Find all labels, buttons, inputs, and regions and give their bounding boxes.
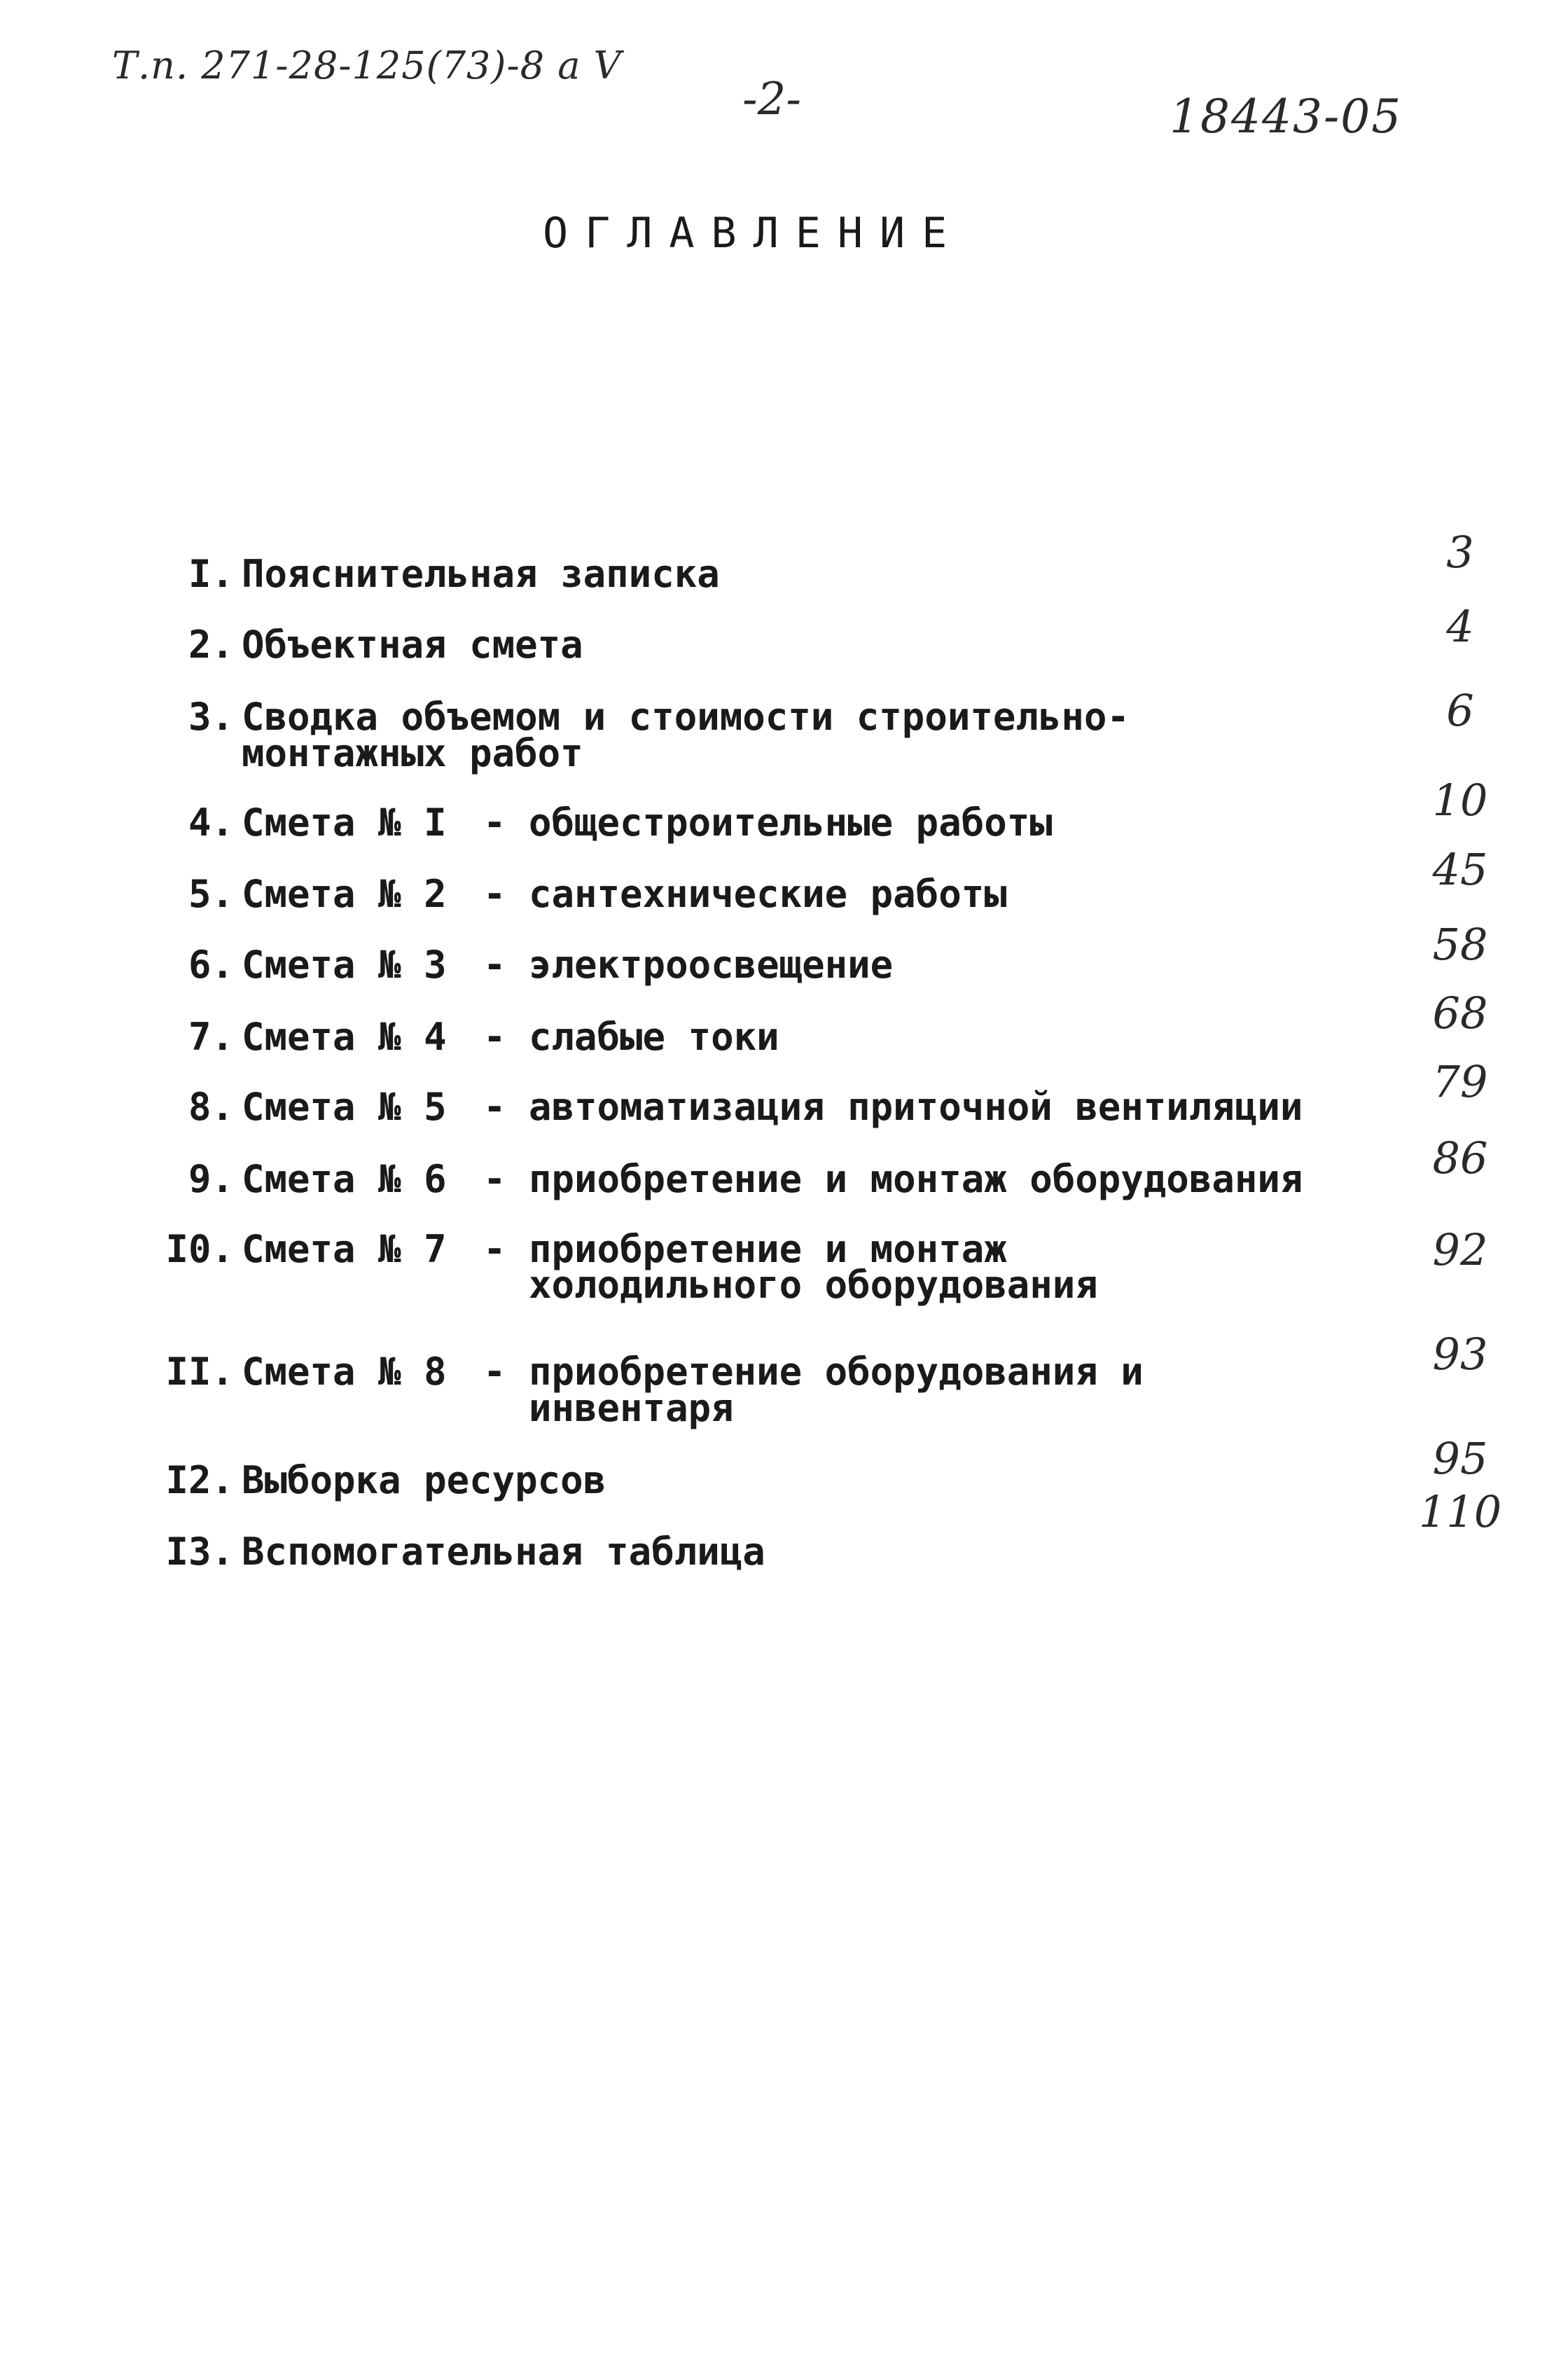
toc-page-number: 4	[1446, 601, 1474, 652]
toc-item-number: 8.	[188, 1085, 234, 1129]
toc-item-title: монтажных работ	[242, 731, 583, 775]
toc-item-number: 3.	[188, 695, 234, 739]
toc-item-title: Выборка ресурсов	[242, 1458, 606, 1502]
toc-estimate-label: Смета № 4	[242, 1015, 447, 1059]
toc-estimate-label: Смета № 2	[242, 872, 447, 916]
toc-item-number: I2.	[165, 1458, 234, 1502]
toc-page-number: 68	[1432, 987, 1488, 1039]
toc-item-title: Объектная смета	[242, 623, 583, 667]
toc-item-number: 4.	[188, 801, 234, 845]
toc-item-description: инвентаря	[529, 1386, 734, 1430]
toc-dash: -	[483, 872, 506, 916]
toc-estimate-label: Смета № 6	[242, 1157, 447, 1201]
toc-page-number: 79	[1432, 1056, 1488, 1107]
toc-item-description: приобретение и монтаж	[529, 1227, 1007, 1271]
toc-page-number: 6	[1446, 685, 1474, 736]
toc-item-description: приобретение и монтаж оборудования	[529, 1157, 1303, 1201]
toc-item-title: Сводка объемом и стоимости строительно-	[242, 695, 1130, 739]
toc-page-number: 3	[1446, 527, 1474, 578]
toc-item-description: автоматизация приточной вентиляции	[529, 1085, 1303, 1129]
toc-item-number: 2.	[188, 623, 234, 667]
toc-item-description: общестроительные работы	[529, 801, 1053, 845]
toc-page-number: 95	[1432, 1433, 1488, 1484]
toc-item-description: сантехнические работы	[529, 872, 1007, 916]
toc-dash: -	[483, 1227, 506, 1271]
toc-item-number: I.	[188, 552, 234, 596]
toc-dash: -	[483, 801, 506, 845]
toc-page-number: 45	[1432, 844, 1488, 895]
toc-page-number: 92	[1432, 1224, 1488, 1275]
page-number: -2-	[742, 74, 801, 125]
toc-page-number: 93	[1432, 1329, 1488, 1380]
toc-item-description: холодильного оборудования	[529, 1263, 1098, 1307]
toc-item-number: II.	[165, 1350, 234, 1394]
toc-dash: -	[483, 1085, 506, 1129]
toc-estimate-label: Смета № 3	[242, 943, 447, 987]
toc-estimate-label: Смета № 8	[242, 1350, 447, 1394]
toc-item-number: I3.	[165, 1530, 234, 1574]
toc-item-description: электроосвещение	[529, 943, 894, 987]
toc-page-number: 10	[1432, 775, 1488, 826]
toc-item-number: I0.	[165, 1227, 234, 1271]
toc-estimate-label: Смета № 7	[242, 1227, 447, 1271]
toc-page-number: 110	[1418, 1486, 1502, 1537]
toc-estimate-label: Смета № 5	[242, 1085, 447, 1129]
page-title: ОГЛАВЛЕНИЕ	[543, 209, 964, 258]
toc-item-number: 5.	[188, 872, 234, 916]
toc-estimate-label: Смета № I	[242, 801, 447, 845]
toc-item-description: слабые токи	[529, 1015, 779, 1059]
toc-page-number: 86	[1432, 1132, 1488, 1184]
toc-item-number: 7.	[188, 1015, 234, 1059]
toc-dash: -	[483, 1350, 506, 1394]
toc-item-title: Вспомогательная таблица	[242, 1530, 765, 1574]
toc-item-description: приобретение оборудования и	[529, 1350, 1144, 1394]
reference-code: Т.п. 271-28-125(73)-8 а V	[112, 43, 622, 88]
toc-item-title: Пояснительная записка	[242, 552, 720, 596]
toc-page-number: 58	[1432, 919, 1488, 970]
document-number: 18443-05	[1170, 90, 1403, 144]
toc-item-number: 6.	[188, 943, 234, 987]
toc-dash: -	[483, 943, 506, 987]
toc-dash: -	[483, 1157, 506, 1201]
toc-dash: -	[483, 1015, 506, 1059]
toc-item-number: 9.	[188, 1157, 234, 1201]
